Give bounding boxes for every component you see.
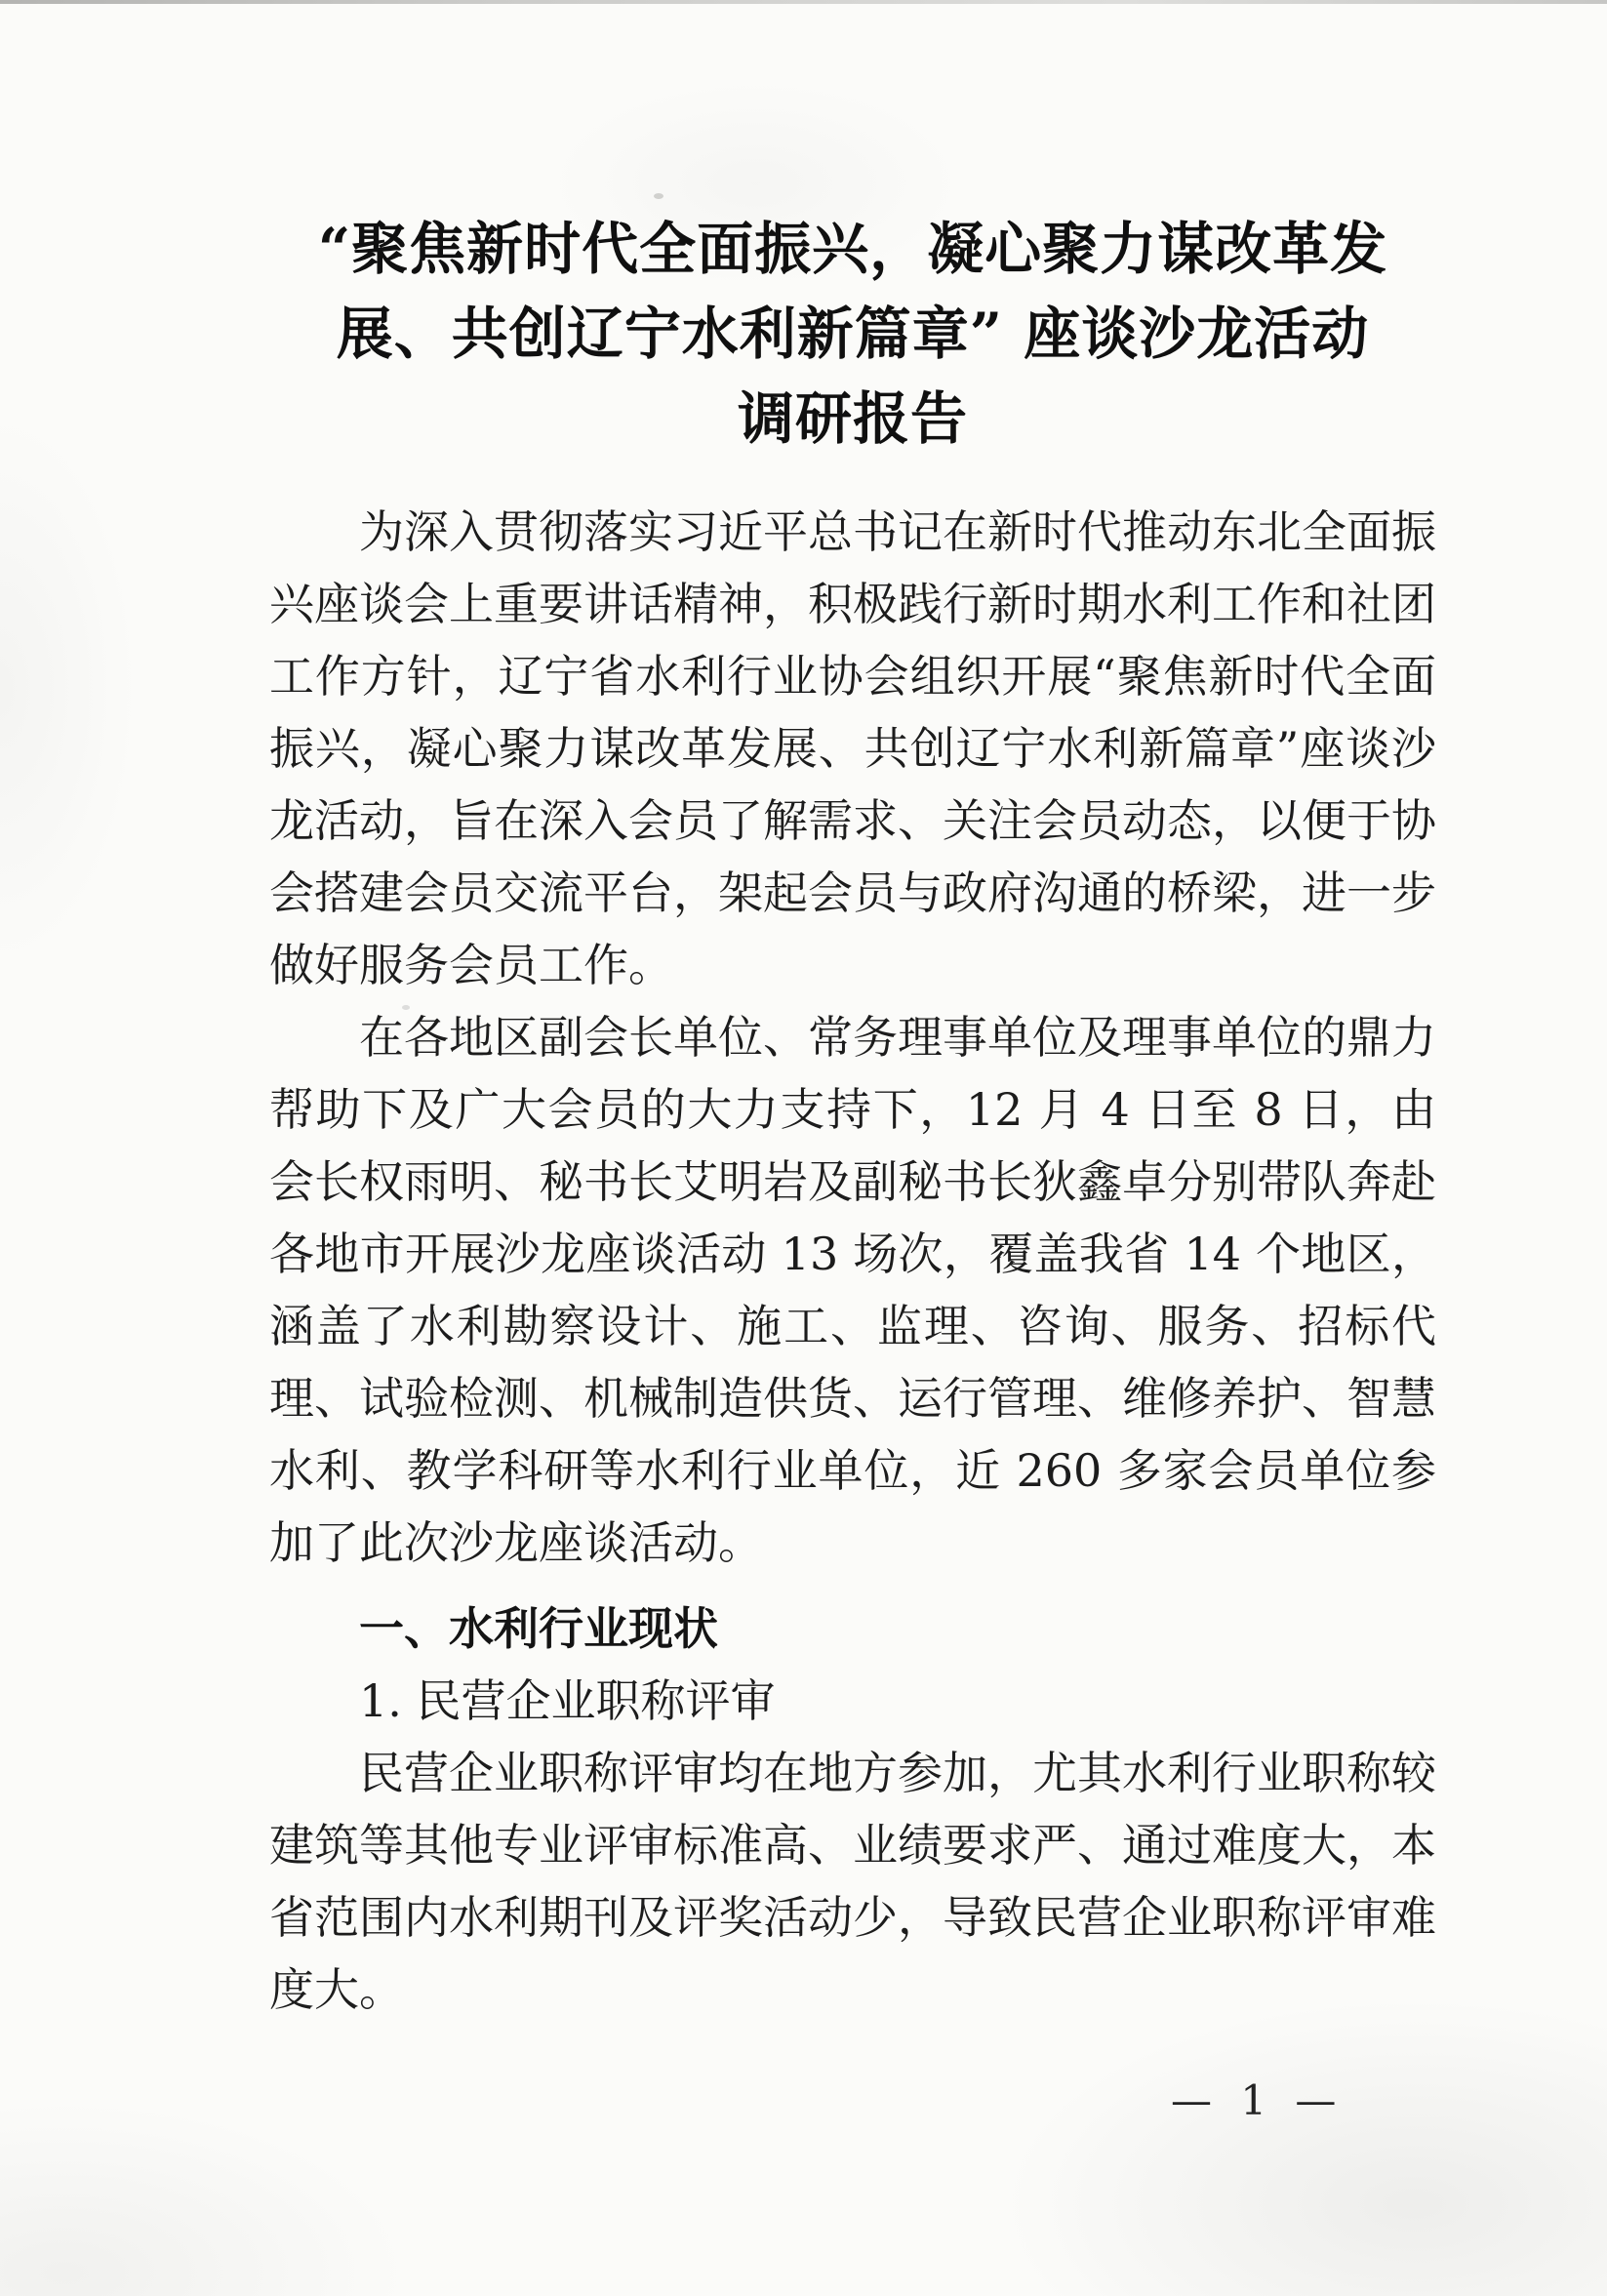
page-number: — 1 — (1171, 2076, 1345, 2124)
scan-speck (654, 193, 663, 199)
title-line-1: “聚焦新时代全面振兴，凝心聚力谋改革发 (317, 216, 1388, 282)
scan-edge-artifact (0, 0, 1607, 4)
title-line-3: 调研报告 (737, 385, 968, 452)
title-review-paragraph: 民营企业职称评审均在地方参加，尤其水利行业职称较建筑等其他专业评审标准高、业绩要求严、通过难度大，本省范围内水利期刊及评奖活动少，导致民营企业职称评审难度大。 (269, 1747, 1436, 2016)
document-title (269, 207, 1436, 462)
document-body (269, 496, 1436, 2026)
intro-paragraph: 为深入贯彻落实习近平总书记在新时代推动东北全面振兴座谈会上重要讲话精神，积极践行新时期水利工作和社团工作方针，辽宁省水利行业协会组织开展“聚焦新时代全面振兴，凝心聚力谋改革发展、共创辽宁水利新篇章”座谈沙龙活动，旨在深入会员了解需求、关注会员动态，以便于协会搭建会员交流平台，架起会员与政府沟通的桥梁，进一步做好服务会员工作。 (269, 505, 1436, 991)
subsection-heading-title-review: 1. 民营企业职称评审 (359, 1674, 776, 1727)
section-heading-industry-status: 一、水利行业现状 (359, 1602, 718, 1655)
activity-summary-paragraph: 在各地区副会长单位、常务理事单位及理事单位的鼎力帮助下及广大会员的大力支持下，12 月 4 日至 8 日，由会长权雨明、秘书长艾明岩及副秘书长狄鑫卓分别带队奔赴各地市开展沙龙座谈活动 13 场次，覆盖我省 14 个地区，涵盖了水利勘察设计、施工、监理、咨询、服务、招标代理、试验检测、机械制造供货、运行管理、维修养护、智慧水利、教学科研等水利行业单位，近 260 多家会员单位参加了此次沙龙座谈活动。 (269, 1011, 1436, 1569)
title-line-2: 展、共创辽宁水利新篇章” 座谈沙龙活动 (336, 301, 1370, 367)
